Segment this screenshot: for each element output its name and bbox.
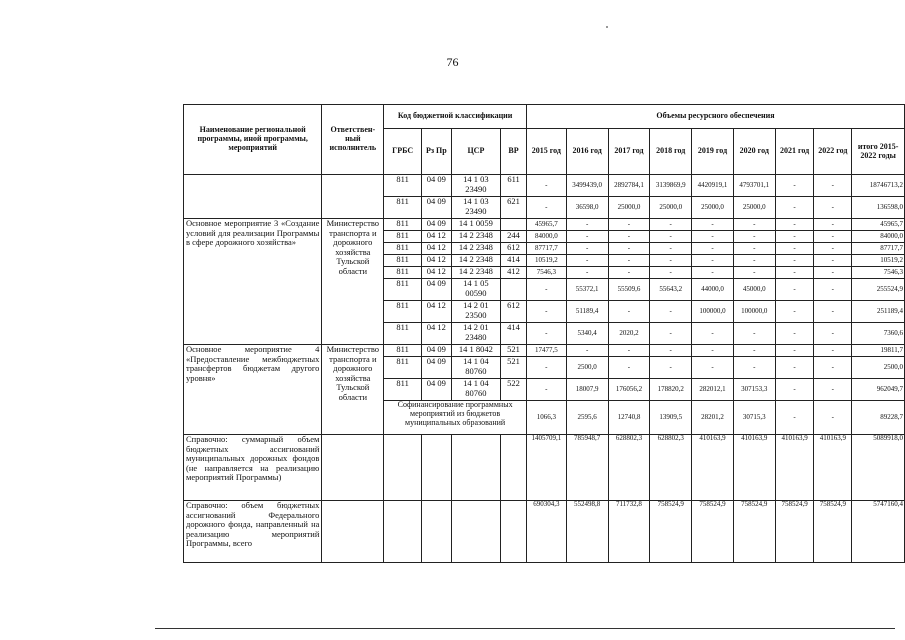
vr-cell	[501, 219, 527, 231]
value-cell: 51189,4	[566, 301, 608, 323]
value-cell: -	[775, 231, 814, 243]
value-cell: 30715,3	[733, 401, 775, 435]
csr-cell: 14 2 01 23480	[451, 323, 500, 345]
vr-cell: 521	[501, 357, 527, 379]
header-rzpr: Рз Пр	[422, 129, 452, 175]
header-year: 2022 год	[814, 129, 852, 175]
value-cell: 84000,0	[526, 231, 566, 243]
empty-cell	[322, 501, 384, 563]
value-cell: -	[526, 357, 566, 379]
value-cell: -	[650, 323, 692, 345]
value-cell: -	[814, 255, 852, 267]
value-cell: -	[650, 219, 692, 231]
value-cell: -	[566, 255, 608, 267]
value-cell: -	[814, 267, 852, 279]
header-year: 2019 год	[692, 129, 734, 175]
grbs-cell: 811	[384, 323, 422, 345]
total-cell: 89228,7	[852, 401, 905, 435]
header-kbk: Код бюджетной классификации	[384, 105, 527, 129]
header-grbs: ГРБС	[384, 129, 422, 175]
vr-cell: 522	[501, 379, 527, 401]
table-row	[184, 345, 905, 357]
value-cell: 1066,3	[526, 401, 566, 435]
value-cell: -	[650, 345, 692, 357]
value-cell: 36598,0	[566, 197, 608, 219]
bottom-rule	[155, 628, 895, 629]
value-cell: -	[775, 279, 814, 301]
activity-3-name: Основное мероприятие 3 «Создание условий для реализации Программы в сфере дорожного хозяйства»	[184, 219, 322, 345]
value-cell: 758524,9	[650, 501, 692, 563]
value-cell: -	[814, 357, 852, 379]
empty-cell	[422, 435, 452, 501]
vr-cell: 414	[501, 255, 527, 267]
value-cell: 410163,9	[775, 435, 814, 501]
csr-cell: 14 2 01 23500	[451, 301, 500, 323]
total-cell: 5747160,4	[852, 501, 905, 563]
value-cell: 45000,0	[733, 279, 775, 301]
value-cell: -	[814, 279, 852, 301]
value-cell: -	[733, 345, 775, 357]
value-cell: 25000,0	[692, 197, 734, 219]
value-cell: -	[608, 267, 650, 279]
value-cell: 55509,6	[608, 279, 650, 301]
value-cell: 2595,6	[566, 401, 608, 435]
value-cell: 2892784,1	[608, 175, 650, 197]
csr-cell: 14 2 2348	[451, 267, 500, 279]
value-cell: -	[775, 357, 814, 379]
value-cell: 410163,9	[814, 435, 852, 501]
value-cell: -	[775, 243, 814, 255]
value-cell: -	[692, 357, 734, 379]
value-cell: -	[814, 231, 852, 243]
total-cell: 255524,9	[852, 279, 905, 301]
value-cell: -	[692, 243, 734, 255]
header-year: 2017 год	[608, 129, 650, 175]
value-cell: 45965,7	[526, 219, 566, 231]
value-cell: 178820,2	[650, 379, 692, 401]
value-cell: -	[775, 345, 814, 357]
value-cell: -	[775, 401, 814, 435]
value-cell: 5340,4	[566, 323, 608, 345]
value-cell: -	[692, 255, 734, 267]
value-cell: -	[650, 301, 692, 323]
vr-cell: 414	[501, 323, 527, 345]
value-cell: -	[608, 345, 650, 357]
value-cell: -	[650, 267, 692, 279]
csr-cell: 14 1 8042	[451, 345, 500, 357]
value-cell: -	[526, 323, 566, 345]
reference-row	[184, 501, 905, 563]
value-cell: -	[733, 219, 775, 231]
value-cell: -	[814, 175, 852, 197]
value-cell: 55643,2	[650, 279, 692, 301]
rzpr-cell: 04 09	[422, 345, 452, 357]
value-cell: 28201,2	[692, 401, 734, 435]
csr-cell: 14 1 05 00590	[451, 279, 500, 301]
empty-cell	[451, 501, 500, 563]
value-cell: -	[733, 357, 775, 379]
value-cell: -	[526, 175, 566, 197]
value-cell: 758524,9	[692, 501, 734, 563]
value-cell: 18007,9	[566, 379, 608, 401]
value-cell: -	[775, 323, 814, 345]
grbs-cell: 811	[384, 219, 422, 231]
executor-cell	[322, 175, 384, 219]
value-cell: -	[733, 267, 775, 279]
reference-name: Справочно: объем бюджетных ассигнований Федерального дорожного фонда, направленный на реализацию мероприятий Программы, всего	[184, 501, 322, 563]
value-cell: -	[814, 379, 852, 401]
value-cell: 100000,0	[692, 301, 734, 323]
activity-4-executor: Министерство транспорта и дорожного хозяйства Тульской области	[322, 345, 384, 435]
grbs-cell: 811	[384, 255, 422, 267]
value-cell: -	[814, 219, 852, 231]
name-cell	[184, 175, 322, 219]
csr-cell: 14 2 2348	[451, 231, 500, 243]
value-cell: 410163,9	[692, 435, 734, 501]
value-cell: 10519,2	[526, 255, 566, 267]
header-year: 2016 год	[566, 129, 608, 175]
value-cell: -	[775, 379, 814, 401]
value-cell: 2020,2	[608, 323, 650, 345]
total-cell: 18746713,2	[852, 175, 905, 197]
grbs-cell: 811	[384, 357, 422, 379]
value-cell: -	[526, 301, 566, 323]
empty-cell	[384, 435, 422, 501]
value-cell: -	[733, 255, 775, 267]
rzpr-cell: 04 09	[422, 197, 452, 219]
rzpr-cell: 04 09	[422, 279, 452, 301]
total-cell: 84000,0	[852, 231, 905, 243]
empty-cell	[384, 501, 422, 563]
value-cell: 307153,3	[733, 379, 775, 401]
total-cell: 10519,2	[852, 255, 905, 267]
empty-cell	[422, 501, 452, 563]
value-cell: 87717,7	[526, 243, 566, 255]
value-cell: -	[692, 345, 734, 357]
vr-cell: 621	[501, 197, 527, 219]
value-cell: -	[775, 255, 814, 267]
value-cell: -	[775, 219, 814, 231]
value-cell: -	[733, 231, 775, 243]
value-cell: -	[608, 243, 650, 255]
value-cell: -	[650, 231, 692, 243]
value-cell: 25000,0	[650, 197, 692, 219]
value-cell: -	[608, 301, 650, 323]
rzpr-cell: 04 12	[422, 255, 452, 267]
total-cell: 45965,7	[852, 219, 905, 231]
value-cell: -	[814, 401, 852, 435]
header-csr: ЦСР	[451, 129, 500, 175]
value-cell: -	[650, 243, 692, 255]
value-cell: 3139869,9	[650, 175, 692, 197]
grbs-cell: 811	[384, 345, 422, 357]
value-cell: -	[775, 267, 814, 279]
header-year: 2015 год	[526, 129, 566, 175]
value-cell: -	[775, 301, 814, 323]
grbs-cell: 811	[384, 231, 422, 243]
value-cell: 55372,1	[566, 279, 608, 301]
header-volumes: Объемы ресурсного обеспечения	[526, 105, 904, 129]
grbs-cell: 811	[384, 243, 422, 255]
csr-cell: 14 2 2348	[451, 255, 500, 267]
value-cell: 25000,0	[733, 197, 775, 219]
value-cell: 4420919,1	[692, 175, 734, 197]
value-cell: 410163,9	[733, 435, 775, 501]
value-cell: 758524,9	[733, 501, 775, 563]
header-vr: ВР	[501, 129, 527, 175]
value-cell: 628802,3	[608, 435, 650, 501]
value-cell: 12740,8	[608, 401, 650, 435]
csr-cell: 14 2 2348	[451, 243, 500, 255]
value-cell: -	[608, 219, 650, 231]
value-cell: 17477,5	[526, 345, 566, 357]
activity-4-name: Основное мероприятие 4 «Предоставление межбюджетных трансфертов бюджетам другого уровня»	[184, 345, 322, 435]
header-name: Наименование региональной программы, иной программы, мероприятий	[184, 105, 322, 175]
vr-cell: 244	[501, 231, 527, 243]
vr-cell: 612	[501, 243, 527, 255]
empty-cell	[451, 435, 500, 501]
value-cell: 44000,0	[692, 279, 734, 301]
scan-speck	[606, 26, 608, 28]
table-row	[184, 219, 905, 231]
activity-3-executor: Министерство транспорта и дорожного хозяйства Тульской области	[322, 219, 384, 345]
value-cell: -	[814, 345, 852, 357]
value-cell: -	[692, 219, 734, 231]
value-cell: 7546,3	[526, 267, 566, 279]
total-cell: 2500,0	[852, 357, 905, 379]
value-cell: -	[526, 279, 566, 301]
value-cell: 711732,8	[608, 501, 650, 563]
empty-cell	[501, 435, 527, 501]
rzpr-cell: 04 09	[422, 357, 452, 379]
total-cell: 87717,7	[852, 243, 905, 255]
grbs-cell: 811	[384, 175, 422, 197]
resource-table-wrap	[183, 104, 905, 563]
vr-cell: 521	[501, 345, 527, 357]
rzpr-cell: 04 09	[422, 175, 452, 197]
grbs-cell: 811	[384, 197, 422, 219]
value-cell: -	[526, 197, 566, 219]
vr-cell: 611	[501, 175, 527, 197]
header-executor: Ответствен-ный исполнитель	[322, 105, 384, 175]
csr-cell: 14 1 04 80760	[451, 357, 500, 379]
value-cell: -	[608, 231, 650, 243]
value-cell: -	[566, 219, 608, 231]
value-cell: -	[566, 267, 608, 279]
value-cell: 690304,3	[526, 501, 566, 563]
value-cell: 628802,3	[650, 435, 692, 501]
value-cell: -	[526, 379, 566, 401]
value-cell: 785948,7	[566, 435, 608, 501]
value-cell: -	[733, 243, 775, 255]
value-cell: 3499439,0	[566, 175, 608, 197]
value-cell: 4793701,1	[733, 175, 775, 197]
vr-cell: 412	[501, 267, 527, 279]
value-cell: -	[566, 345, 608, 357]
value-cell: -	[814, 301, 852, 323]
header-year: 2018 год	[650, 129, 692, 175]
table-row	[184, 175, 905, 197]
csr-cell: 14 1 0059	[451, 219, 500, 231]
value-cell: -	[733, 323, 775, 345]
cofinancing-label: Софинансирование программных мероприятий из бюджетов муниципальных образований	[384, 401, 527, 435]
value-cell: -	[775, 197, 814, 219]
value-cell: 176056,2	[608, 379, 650, 401]
grbs-cell: 811	[384, 267, 422, 279]
value-cell: -	[650, 357, 692, 379]
value-cell: -	[814, 323, 852, 345]
grbs-cell: 811	[384, 279, 422, 301]
csr-cell: 14 1 03 23490	[451, 175, 500, 197]
value-cell: -	[566, 231, 608, 243]
total-cell: 136598,0	[852, 197, 905, 219]
value-cell: 1405709,1	[526, 435, 566, 501]
rzpr-cell: 04 09	[422, 219, 452, 231]
value-cell: -	[650, 255, 692, 267]
value-cell: -	[566, 243, 608, 255]
header-year: 2021 год	[775, 129, 814, 175]
value-cell: -	[608, 255, 650, 267]
vr-cell: 612	[501, 301, 527, 323]
value-cell: 13909,5	[650, 401, 692, 435]
value-cell: 25000,0	[608, 197, 650, 219]
csr-cell: 14 1 04 80760	[451, 379, 500, 401]
total-cell: 251189,4	[852, 301, 905, 323]
value-cell: -	[692, 267, 734, 279]
csr-cell: 14 1 03 23490	[451, 197, 500, 219]
empty-cell	[322, 435, 384, 501]
empty-cell	[501, 501, 527, 563]
value-cell: 758524,9	[814, 501, 852, 563]
total-cell: 962049,7	[852, 379, 905, 401]
header-year-total: итого 2015-2022 годы	[852, 129, 905, 175]
value-cell: 552498,8	[566, 501, 608, 563]
total-cell: 7360,6	[852, 323, 905, 345]
header-year: 2020 год	[733, 129, 775, 175]
rzpr-cell: 04 09	[422, 379, 452, 401]
total-cell: 19811,7	[852, 345, 905, 357]
rzpr-cell: 04 12	[422, 231, 452, 243]
value-cell: 100000,0	[733, 301, 775, 323]
value-cell: 758524,9	[775, 501, 814, 563]
reference-name: Справочно: суммарный объем бюджетных ассигнований муниципальных дорожных фондов (не направляется на реализацию мероприятий Программы)	[184, 435, 322, 501]
total-cell: 5089918,0	[852, 435, 905, 501]
rzpr-cell: 04 12	[422, 301, 452, 323]
value-cell: -	[692, 323, 734, 345]
value-cell: 282012,1	[692, 379, 734, 401]
grbs-cell: 811	[384, 301, 422, 323]
total-cell: 7546,3	[852, 267, 905, 279]
page-number: 76	[446, 55, 459, 69]
value-cell: -	[814, 243, 852, 255]
rzpr-cell: 04 12	[422, 267, 452, 279]
value-cell: -	[814, 197, 852, 219]
value-cell: -	[608, 357, 650, 379]
rzpr-cell: 04 12	[422, 243, 452, 255]
value-cell: 2500,0	[566, 357, 608, 379]
value-cell: -	[775, 175, 814, 197]
rzpr-cell: 04 12	[422, 323, 452, 345]
vr-cell	[501, 279, 527, 301]
value-cell: -	[692, 231, 734, 243]
resource-table	[183, 104, 905, 563]
reference-row	[184, 435, 905, 501]
grbs-cell: 811	[384, 379, 422, 401]
